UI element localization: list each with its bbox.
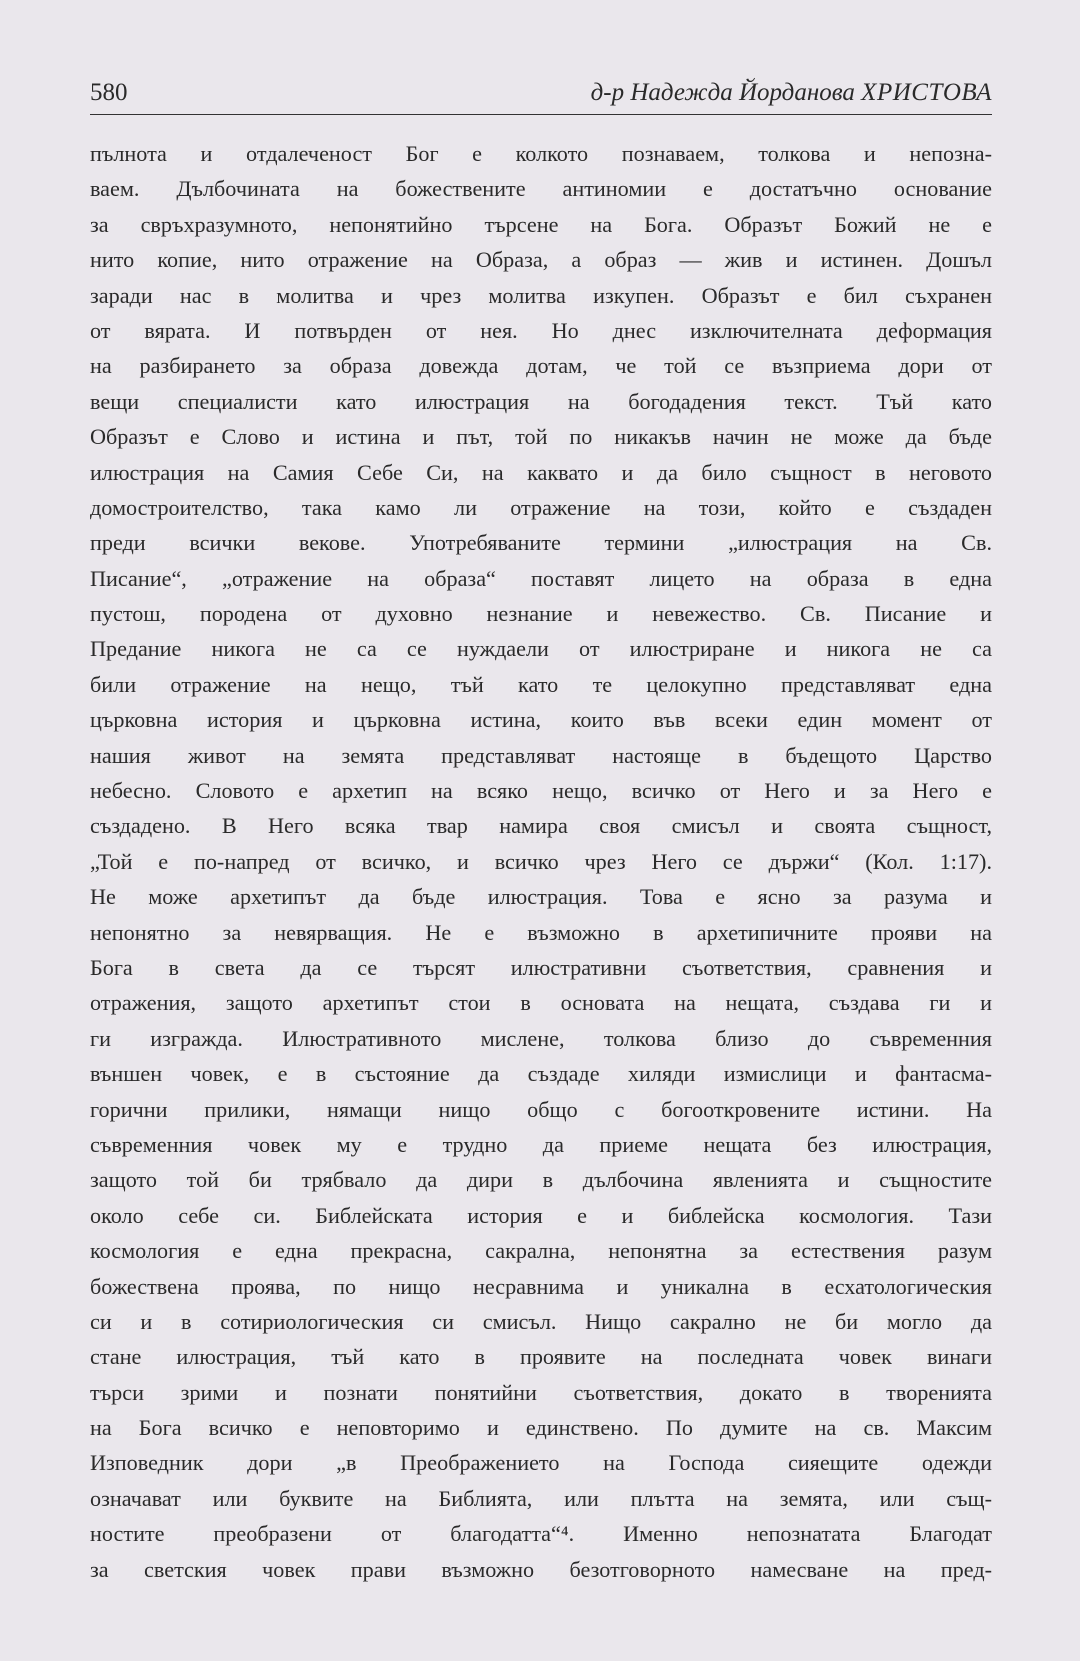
text-line: пустош, породена от духовно незнание и невежество. Св. Писание и bbox=[90, 601, 992, 627]
text-line: на разбирането за образа довежда дотам, че той се възприема дори от bbox=[90, 353, 992, 379]
text-line: преди всички векове. Употребяваните термини „илюстрация на Св. bbox=[90, 530, 992, 556]
text-line: космология е една прекрасна, сакрална, непонятна за естествения разум bbox=[90, 1238, 992, 1264]
text-line: били отражение на нещо, тъй като те целокупно представляват една bbox=[90, 671, 992, 697]
text-line: илюстрация на Самия Себе Си, на каквато и да било същност в неговото bbox=[90, 459, 992, 485]
text-line: за светския човек прави възможно безотговорното намесване на пред- bbox=[90, 1556, 992, 1582]
text-line: означават или буквите на Библията, или плътта на земята, или същ- bbox=[90, 1485, 992, 1511]
text-line: отражения, защото архетипът стои в основата на нещата, създава ги и bbox=[90, 990, 992, 1016]
running-head-author bbox=[591, 76, 992, 114]
text-line: ваем. Дълбочината на божествените антиномии е достатъчно основание bbox=[90, 176, 992, 202]
text-line: Образът е Слово и истина и път, той по никакъв начин не може да бъде bbox=[90, 424, 992, 450]
body-text bbox=[90, 136, 992, 1587]
text-line: „Той е по-напред от всичко, и всичко чрез Него се държи“ (Кол. 1:17). bbox=[90, 848, 992, 874]
text-line: нито копие, нито отражение на Образа, а образ — жив и истинен. Дошъл bbox=[90, 247, 992, 273]
text-line: вещи специалисти като илюстрация на богодадения текст. Тъй като bbox=[90, 388, 992, 414]
text-line: заради нас в молитва и чрез молитва изкупен. Образът е бил съхранен bbox=[90, 282, 992, 308]
text-line: ги изгражда. Илюстративното мислене, толкова близо до съвременния bbox=[90, 1025, 992, 1051]
text-line: божествена проява, по нищо несравнима и уникална в есхатологическия bbox=[90, 1273, 992, 1299]
text-line: нашия живот на земята представляват настояще в бъдещото Царство bbox=[90, 742, 992, 768]
text-line: Писание“, „отражение на образа“ поставят лицето на образа в една bbox=[90, 565, 992, 591]
text-line: непонятно за невярващия. Не е възможно в архетипичните прояви на bbox=[90, 919, 992, 945]
text-line: църковна история и църковна истина, които във всеки един момент от bbox=[90, 707, 992, 733]
text-line: създадено. В Него всяка твар намира своя смисъл и своята същност, bbox=[90, 813, 992, 839]
text-line: от вярата. И потвърден от нея. Но днес изключителната деформация bbox=[90, 317, 992, 343]
author-name: д-р Надежда Йорданова bbox=[590, 79, 862, 106]
text-line: ностите преобразени от благодатта“⁴. Именно непознатата Благодат bbox=[90, 1521, 992, 1547]
text-line: защото той би трябвало да дири в дълбочина явленията и същностите bbox=[90, 1167, 992, 1193]
running-header bbox=[90, 74, 992, 115]
text-line: небесно. Словото е архетип на всяко нещо, всичко от Него и за Него е bbox=[90, 778, 992, 804]
author-surname: ХРИСТОВА bbox=[861, 79, 992, 106]
text-line: Не може архетипът да бъде илюстрация. Това е ясно за разума и bbox=[90, 884, 992, 910]
text-line: домостроителство, така камо ли отражение на този, който е създаден bbox=[90, 494, 992, 520]
text-line: Изповедник дори „в Преображението на Господа сияещите одежди bbox=[90, 1450, 992, 1476]
page-number: 580 bbox=[90, 79, 128, 106]
text-line: търси зрими и познати понятийни съответствия, докато в творенията bbox=[90, 1379, 992, 1405]
text-line: за свръхразумното, непонятийно търсене на Бога. Образът Божий не е bbox=[90, 211, 992, 237]
text-line: външен човек, е в състояние да създаде хиляди измислици и фантасма- bbox=[90, 1061, 992, 1087]
text-line: си и в сотириологическия си смисъл. Нищо сакрално не би могло да bbox=[90, 1308, 992, 1334]
text-line: горични прилики, нямащи нищо общо с богооткровените истини. На bbox=[90, 1096, 992, 1122]
text-line: на Бога всичко е неповторимо и единствено. По думите на св. Максим bbox=[90, 1415, 992, 1441]
text-line: стане илюстрация, тъй като в проявите на последната човек винаги bbox=[90, 1344, 992, 1370]
text-line: Бога в света да се търсят илюстративни съответствия, сравнения и bbox=[90, 954, 992, 980]
text-line: съвременния човек му е трудно да приеме нещата без илюстрация, bbox=[90, 1131, 992, 1157]
text-line: пълнота и отдалеченост Бог е колкото познаваем, толкова и непозна- bbox=[90, 141, 992, 166]
text-line: около себе си. Библейската история е и библейска космология. Тази bbox=[90, 1202, 992, 1228]
text-line: Предание никога не са се нуждаели от илюстриране и никога не са bbox=[90, 636, 992, 662]
